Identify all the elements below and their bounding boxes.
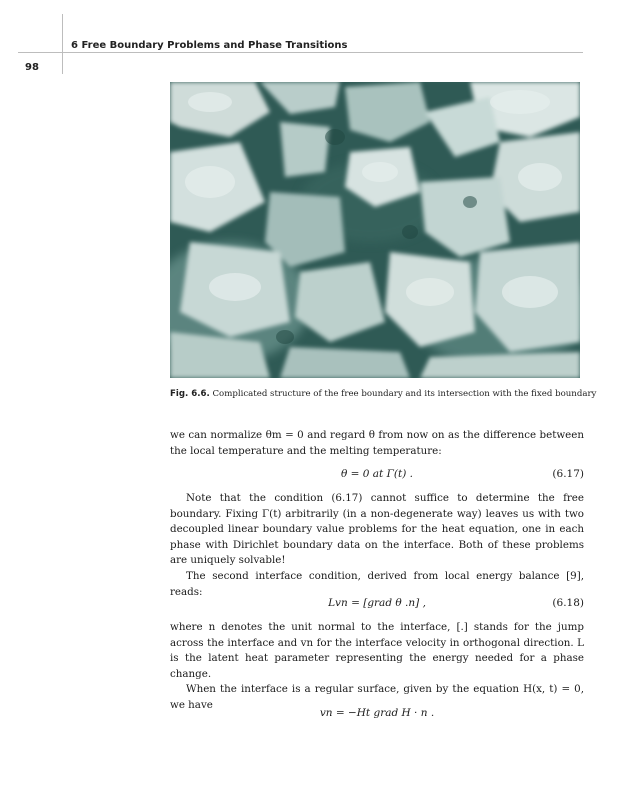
equation-velocity-expression: vn = −Ht grad H · n . bbox=[319, 707, 435, 719]
figure-photo-ice-floes bbox=[170, 82, 580, 378]
equation-6-18-expression: Lvn = [grad θ .n] , bbox=[328, 597, 426, 609]
figure-caption-text: Complicated structure of the free boundary and its intersection with the fixed boundary bbox=[209, 389, 597, 399]
running-head: 6 Free Boundary Problems and Phase Transitions bbox=[71, 40, 348, 51]
figure-caption bbox=[170, 389, 597, 399]
paragraph-1-text: we can normalize θm = 0 and regard θ from now on as the difference between the local temperature and the melting temperature: bbox=[170, 429, 584, 457]
equation-velocity bbox=[170, 707, 584, 723]
paragraph-4 bbox=[170, 620, 584, 714]
equation-6-17 bbox=[170, 468, 584, 484]
paragraph-5-text: When the interface is a regular surface, given by the equation H(x, t) = 0, we have bbox=[170, 683, 584, 711]
header-horizontal-rule bbox=[18, 52, 583, 53]
equation-6-17-expression: θ = 0 at Γ(t) . bbox=[340, 468, 413, 480]
equation-6-17-number: (6.17) bbox=[552, 468, 584, 480]
figure-label: Fig. 6.6. bbox=[170, 389, 210, 399]
paragraph-1 bbox=[170, 428, 584, 459]
equation-6-18 bbox=[170, 597, 584, 613]
equation-6-18-number: (6.18) bbox=[552, 597, 584, 609]
paragraph-4-text: where n denotes the unit normal to the interface, [.] stands for the jump across the interface and vn for the interface velocity in orthogonal direction. L is the latent heat parameter representing the energy needed for a phase change. bbox=[170, 621, 584, 680]
paragraph-3-text: The second interface condition, derived from local energy balance [9], reads: bbox=[170, 569, 584, 598]
page-number: 98 bbox=[25, 62, 39, 73]
header-vertical-rule bbox=[62, 14, 63, 74]
paragraph-2-text: Note that the condition (6.17) cannot suffice to determine the free boundary. Fixing Γ(t) arbitrarily (in a non-degenerate way) leaves us with two decoupled linear boundary value problems for the heat equation, one in each phase with Dirichlet boundary data on the interface. Both of these problems are uniquely solvable! bbox=[170, 492, 584, 567]
paragraph-2 bbox=[170, 491, 584, 600]
